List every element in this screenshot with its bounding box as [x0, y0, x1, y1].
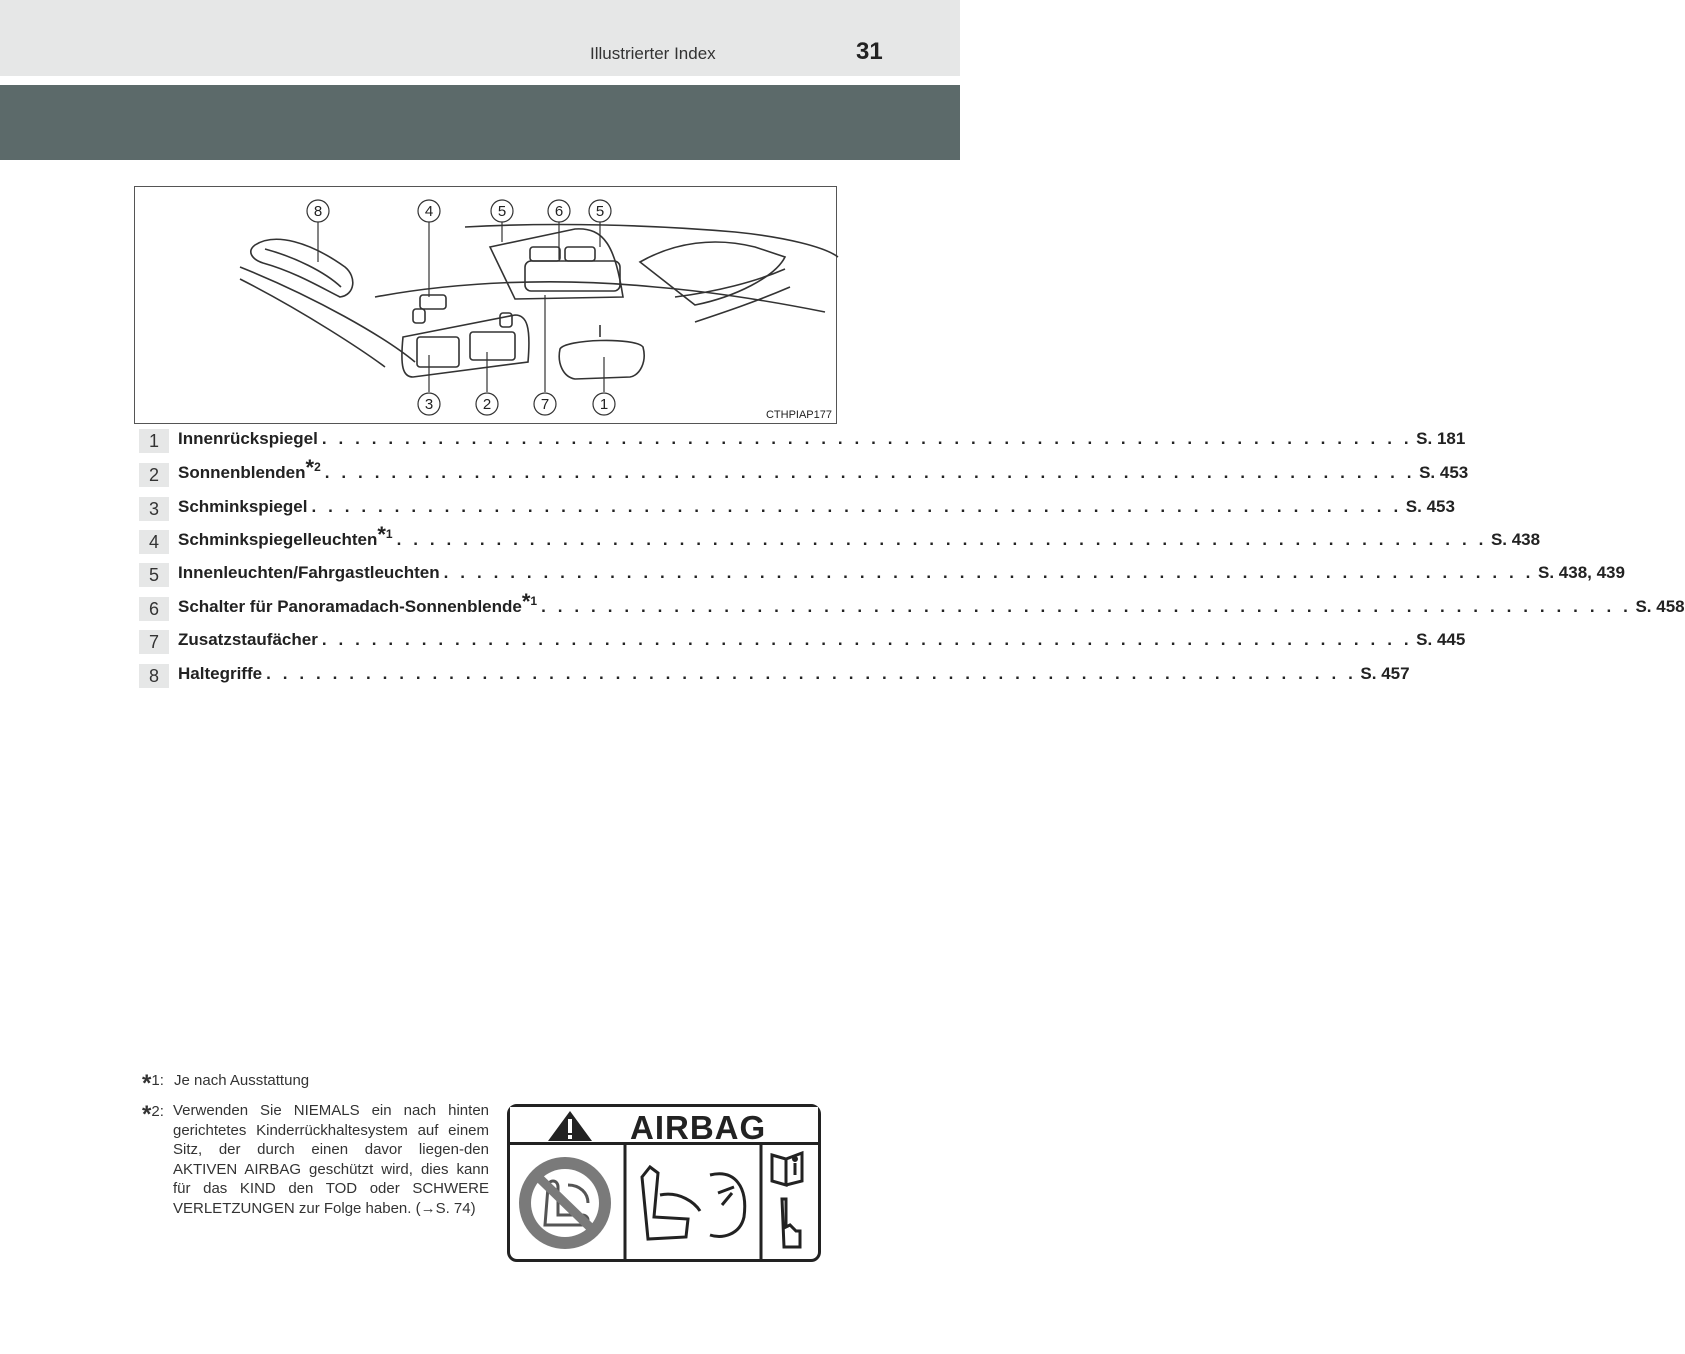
item-row — [178, 664, 1410, 688]
footnote-2-mark — [142, 1101, 164, 1129]
item-row — [178, 455, 1469, 487]
callout-number: 5 — [497, 203, 507, 220]
airbag-pictograms — [510, 1107, 818, 1259]
leader-dots: . . . . . . . . . . . . . . . . . . . . . . . . . . . . . . . . . . . . . . . . . . . . . . . . . . . . . . . . . . . . . . . . . . — [266, 664, 1357, 683]
seat-airbag-icon — [642, 1167, 745, 1239]
index-item — [139, 589, 1685, 621]
callout-number: 4 — [424, 203, 434, 220]
page-reference[interactable]: S. 445 — [1416, 630, 1466, 649]
item-label: Schalter für Panoramadach-Sonnenblende$^{*1}$ — [178, 589, 538, 616]
section-band — [0, 85, 960, 160]
footnote-2-text: Verwenden Sie NIEMALS ein nach hinten gerichtetes Kinderrückhaltesystem auf einem Sitz, der durch einen davor liegen-den AKTIVEN AIRBAG geschützt wird, dies kann für das KIND den TOD oder SCHWERE VERLETZUNGEN zur Folge haben. (→S. 74) — [173, 1102, 489, 1217]
index-item — [139, 497, 1455, 521]
warning-triangle-icon — [548, 1111, 592, 1141]
index-item — [139, 664, 1410, 688]
leader-dots: . . . . . . . . . . . . . . . . . . . . . . . . . . . . . . . . . . . . . . . . . . . . . . . . . . . . . . . . . . . . . . . . . . — [321, 630, 1413, 649]
header-strip — [0, 0, 960, 76]
leader-dots: . . . . . . . . . . . . . . . . . . . . . . . . . . . . . . . . . . . . . . . . . . . . . . . . . . . . . . . . . . . . . . . . . . — [324, 463, 1416, 482]
item-number: 8 — [139, 664, 169, 688]
footnote-mark: *1: — [142, 1070, 164, 1097]
callout-number: 3 — [424, 396, 434, 413]
item-number: 6 — [139, 597, 169, 621]
item-label: Innenleuchten/Fahrgastleuchten — [178, 563, 440, 582]
page-reference[interactable]: S. 457 — [1360, 664, 1410, 683]
airbag-warning-label — [507, 1104, 821, 1262]
footnote-ref: *1 — [377, 522, 393, 548]
item-row — [178, 589, 1685, 621]
footnote-ref: *1 — [521, 589, 538, 615]
page-reference[interactable]: S. 453 — [1405, 497, 1455, 516]
page-reference[interactable]: S. 458 — [1635, 597, 1685, 616]
item-row — [178, 522, 1541, 554]
leader-dots: . . . . . . . . . . . . . . . . . . . . . . . . . . . . . . . . . . . . . . . . . . . . . . . . . . . . . . . . . . . . . . . . . . — [321, 429, 1413, 448]
item-number: 7 — [139, 630, 169, 654]
leader-dots: . . . . . . . . . . . . . . . . . . . . . . . . . . . . . . . . . . . . . . . . . . . . . . . . . . . . . . . . . . . . . . . . . . — [396, 530, 1487, 549]
footnote-text: Je nach Ausstattung — [174, 1072, 310, 1089]
page-reference[interactable]: S. 181 — [1416, 429, 1466, 448]
item-number: 4 — [139, 530, 169, 554]
callout-number: 6 — [554, 203, 564, 220]
item-label: Haltegriffe — [178, 664, 263, 683]
figure-code: CTHPIAP177 — [765, 409, 832, 421]
item-number: 1 — [139, 429, 169, 453]
page-number: 31 — [856, 38, 883, 65]
read-manual-icon — [772, 1153, 802, 1247]
grab-handle-shape — [251, 239, 353, 297]
header-title: Illustrierter Index — [590, 44, 716, 63]
footnote-1 — [142, 1070, 309, 1098]
index-item — [139, 563, 1625, 587]
item-label: Schminkspiegel — [178, 497, 308, 516]
airbag-word: AIRBAG — [630, 1109, 767, 1146]
callout-number: 5 — [595, 203, 605, 220]
item-number: 2 — [139, 463, 169, 487]
overhead-console-shape — [490, 229, 623, 299]
leader-dots: . . . . . . . . . . . . . . . . . . . . . . . . . . . . . . . . . . . . . . . . . . . . . . . . . . . . . . . . . . . . . . . . . . — [443, 563, 1534, 582]
no-rear-facing-child-seat-icon — [519, 1157, 611, 1249]
roof-console-drawing — [135, 187, 838, 425]
index-item — [139, 630, 1466, 654]
leader-dots: . . . . . . . . . . . . . . . . . . . . . . . . . . . . . . . . . . . . . . . . . . . . . . . . . . . . . . . . . . . . . . . . . . — [311, 497, 1402, 516]
item-label: Schminkspiegelleuchten$^{*1}$ — [178, 522, 393, 549]
callout-number: 1 — [599, 396, 609, 413]
interior-illustration — [134, 186, 837, 424]
item-number: 3 — [139, 497, 169, 521]
item-row — [178, 563, 1625, 587]
callout-number: 8 — [313, 203, 323, 220]
index-item — [139, 429, 1466, 453]
item-label: Innenrückspiegel — [178, 429, 318, 448]
item-number: 5 — [139, 563, 169, 587]
index-item — [139, 522, 1541, 554]
footnote-ref: *2 — [305, 455, 321, 481]
item-label: Zusatzstaufächer — [178, 630, 318, 649]
item-label: Sonnenblenden$^{*2}$ — [178, 455, 321, 482]
rearview-mirror-shape — [559, 340, 644, 379]
callout-number: 7 — [540, 396, 550, 413]
item-row — [178, 497, 1455, 521]
footnote-mark: *2: — [142, 1101, 164, 1128]
leader-dots: . . . . . . . . . . . . . . . . . . . . . . . . . . . . . . . . . . . . . . . . . . . . . . . . . . . . . . . . . . . . . . . . . . — [541, 597, 1632, 616]
item-row — [178, 429, 1466, 453]
index-item — [139, 455, 1469, 487]
item-row — [178, 630, 1466, 654]
page-reference[interactable]: S. 438, 439 — [1538, 563, 1625, 582]
page-reference[interactable]: S. 453 — [1419, 463, 1469, 482]
callout-number: 2 — [482, 396, 492, 413]
page-reference[interactable]: S. 438 — [1490, 530, 1541, 549]
